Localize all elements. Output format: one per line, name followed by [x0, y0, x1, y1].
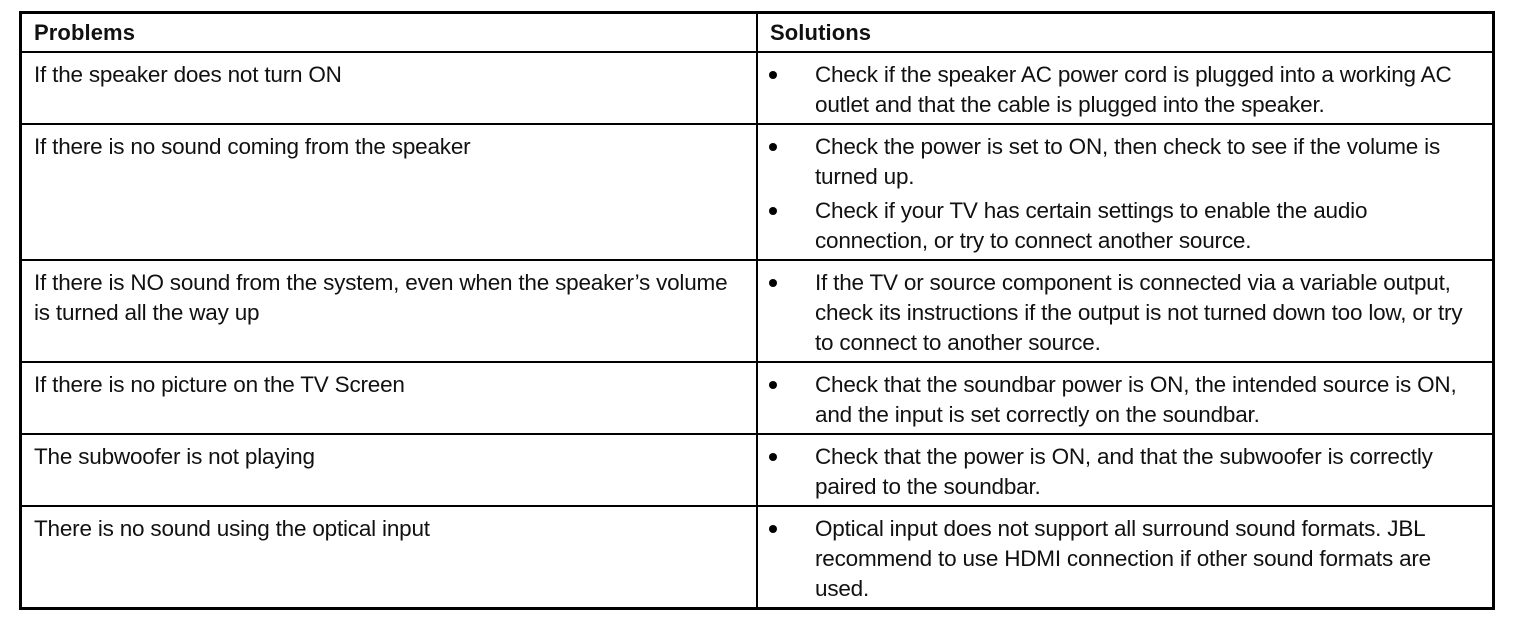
solution-item [758, 370, 1486, 430]
header-problems: Problems [21, 13, 758, 53]
solution-list [758, 370, 1486, 430]
solution-cell [757, 362, 1494, 434]
solution-item [758, 60, 1486, 120]
solution-item [758, 268, 1486, 358]
header-solutions: Solutions [757, 13, 1494, 53]
table-row [21, 260, 1494, 362]
solution-item [758, 196, 1486, 256]
solution-text: If the TV or source component is connected via a variable output, check its instructions if the output is not turned down too low, or try to connect to another source. [815, 270, 1463, 355]
solution-item [758, 442, 1486, 502]
problem-cell: If there is NO sound from the system, even when the speaker’s volume is turned all the way up [21, 260, 758, 362]
bullet-icon [769, 381, 777, 389]
solution-list [758, 132, 1486, 256]
problem-cell: The subwoofer is not playing [21, 434, 758, 506]
bullet-icon [769, 453, 777, 461]
solution-text: Check the power is set to ON, then check to see if the volume is turned up. [815, 134, 1441, 189]
solution-item [758, 514, 1486, 604]
solution-item [758, 132, 1486, 192]
troubleshooting-table [19, 11, 1495, 610]
solution-list [758, 514, 1486, 604]
solution-cell [757, 260, 1494, 362]
table-row [21, 362, 1494, 434]
solution-list [758, 442, 1486, 502]
solution-text: Optical input does not support all surround sound formats. JBL recommend to use HDMI connection if other sound formats are used. [815, 516, 1431, 601]
solution-text: Check if your TV has certain settings to enable the audio connection, or try to connect another source. [815, 198, 1368, 253]
solution-cell [757, 124, 1494, 260]
table-row [21, 506, 1494, 609]
table-row [21, 124, 1494, 260]
problem-cell: If there is no picture on the TV Screen [21, 362, 758, 434]
bullet-icon [769, 143, 777, 151]
bullet-icon [769, 279, 777, 287]
solution-cell [757, 506, 1494, 609]
solution-list [758, 268, 1486, 358]
bullet-icon [769, 525, 777, 533]
table-row [21, 52, 1494, 124]
solution-cell [757, 434, 1494, 506]
solution-cell [757, 52, 1494, 124]
bullet-icon [769, 207, 777, 215]
problem-cell: If the speaker does not turn ON [21, 52, 758, 124]
solution-text: Check if the speaker AC power cord is plugged into a working AC outlet and that the cable is plugged into the speaker. [815, 62, 1452, 117]
bullet-icon [769, 71, 777, 79]
problem-cell: There is no sound using the optical input [21, 506, 758, 609]
problem-cell: If there is no sound coming from the speaker [21, 124, 758, 260]
table-header-row [21, 13, 1494, 53]
solution-list [758, 60, 1486, 120]
table-row [21, 434, 1494, 506]
solution-text: Check that the power is ON, and that the subwoofer is correctly paired to the soundbar. [815, 444, 1433, 499]
solution-text: Check that the soundbar power is ON, the intended source is ON, and the input is set correctly on the soundbar. [815, 372, 1457, 427]
